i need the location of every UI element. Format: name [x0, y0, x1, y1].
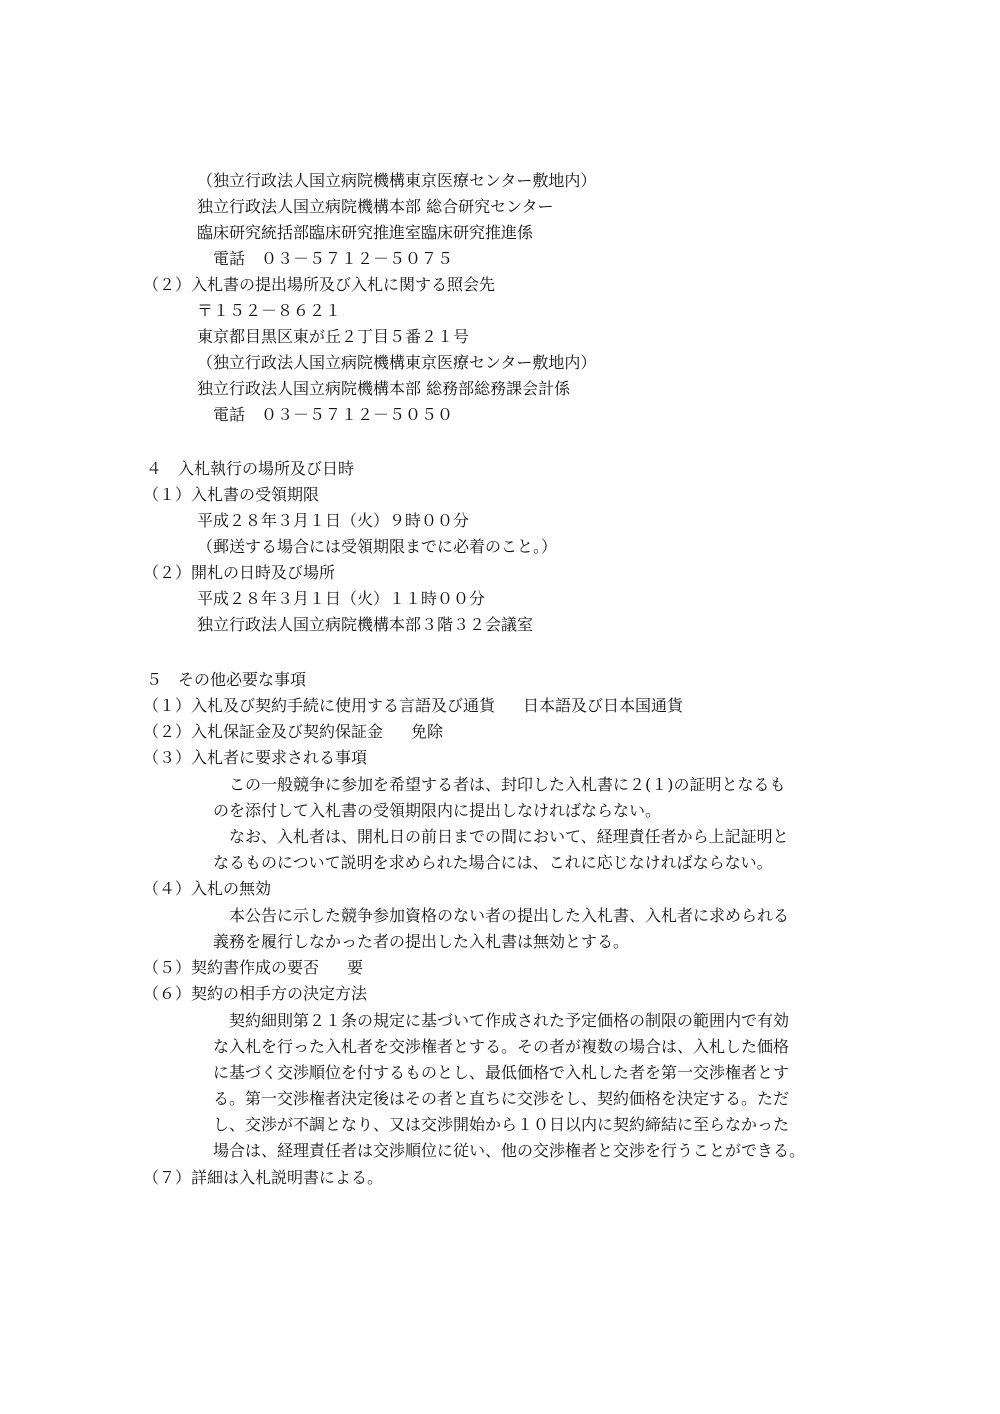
item-heading-requirements: （３）入札者に要求される事項	[143, 748, 368, 767]
section-5-heading: ５ その他必要な事項	[146, 670, 307, 689]
item-language-currency-label: （１）入札及び契約手続に使用する言語及び通貨	[143, 696, 496, 715]
phone-accounting: 電話 ０３－５７１２－５０５０	[213, 405, 454, 424]
item-heading-decision-method: （６）契約の相手方の決定方法	[143, 984, 368, 1003]
invalid-paragraph-a: 本公告に示した競争参加資格のない者の提出した入札書、入札者に求められる	[229, 906, 790, 925]
address-note-2: （独立行政法人国立病院機構東京医療センター敷地内）	[197, 353, 597, 372]
requirements-paragraph-1a: この一般競争に参加を希望する者は、封印した入札書に２(１)の証明となるも	[229, 775, 786, 794]
organization-research-center: 独立行政法人国立病院機構本部 総合研究センター	[197, 197, 554, 216]
organization-accounting: 独立行政法人国立病院機構本部 総務部総務課会計係	[197, 379, 571, 398]
requirements-paragraph-1b: のを添付して入札書の受領期限内に提出しなければならない。	[213, 801, 662, 820]
item-heading-invalid: （４）入札の無効	[143, 879, 272, 898]
item-deposit	[143, 719, 443, 745]
decision-method-line-1: 契約細則第２１条の規定に基づいて作成された予定価格の制限の範囲内で有効	[229, 1011, 790, 1030]
street-address: 東京都目黒区東が丘２丁目５番２１号	[197, 327, 470, 346]
phone-research: 電話 ０３－５７１２－５０７５	[213, 249, 454, 268]
deadline-datetime: 平成２８年３月１日（火）９時００分	[197, 511, 470, 530]
item-language-currency-value: 日本語及び日本国通貨	[523, 696, 684, 715]
section-4-heading: ４ 入札執行の場所及び日時	[146, 459, 355, 478]
decision-method-line-5: し、交渉が不調となり、又は交渉開始から１０日以内に契約締結に至らなかった	[213, 1115, 790, 1134]
opening-place: 独立行政法人国立病院機構本部３階３２会議室	[197, 615, 534, 634]
address-note-1: （独立行政法人国立病院機構東京医療センター敷地内）	[197, 171, 597, 190]
item-heading-deadline: （１）入札書の受領期限	[143, 485, 320, 504]
invalid-paragraph-b: 義務を履行しなかった者の提出した入札書は無効とする。	[213, 932, 630, 951]
postal-code: 〒１５２－８６２１	[197, 301, 342, 320]
item-heading-opening: （２）開札の日時及び場所	[143, 563, 336, 582]
decision-method-line-2: な入札を行った入札者を交渉権者とする。その者が複数の場合は、入札した価格	[213, 1037, 790, 1056]
item-contract-document-label: （５）契約書作成の要否	[143, 958, 320, 977]
requirements-paragraph-2a: なお、入札者は、開札日の前日までの間において、経理責任者から上記証明と	[229, 827, 789, 846]
requirements-paragraph-2b: なるものについて説明を求められた場合には、これに応じなければならない。	[213, 853, 773, 872]
item-contract-document	[143, 955, 363, 981]
item-contract-document-value: 要	[347, 958, 364, 977]
decision-method-line-4: る。第一交渉権者決定後はその者と直ちに交渉をし、契約価格を決定する。ただ	[213, 1089, 790, 1108]
item-deposit-label: （２）入札保証金及び契約保証金	[143, 722, 384, 741]
decision-method-line-6: 場合は、経理責任者は交渉順位に従い、他の交渉権者と交渉を行うことができる。	[213, 1141, 806, 1160]
item-language-currency	[143, 693, 683, 719]
opening-datetime: 平成２８年３月１日（火）１１時００分	[197, 589, 486, 608]
deadline-note: （郵送する場合には受領期限までに必着のこと。）	[197, 537, 558, 556]
decision-method-line-3: に基づく交渉順位を付するものとし、最低価格で入札した者を第一交渉権者とす	[213, 1063, 790, 1082]
item-deposit-value: 免除	[411, 722, 444, 741]
item-details-reference: （７）詳細は入札説明書による。	[143, 1168, 384, 1187]
organization-department: 臨床研究統括部臨床研究推進室臨床研究推進係	[197, 223, 534, 242]
item-heading-submission-place: （２）入札書の提出場所及び入札に関する照会先	[143, 275, 496, 294]
